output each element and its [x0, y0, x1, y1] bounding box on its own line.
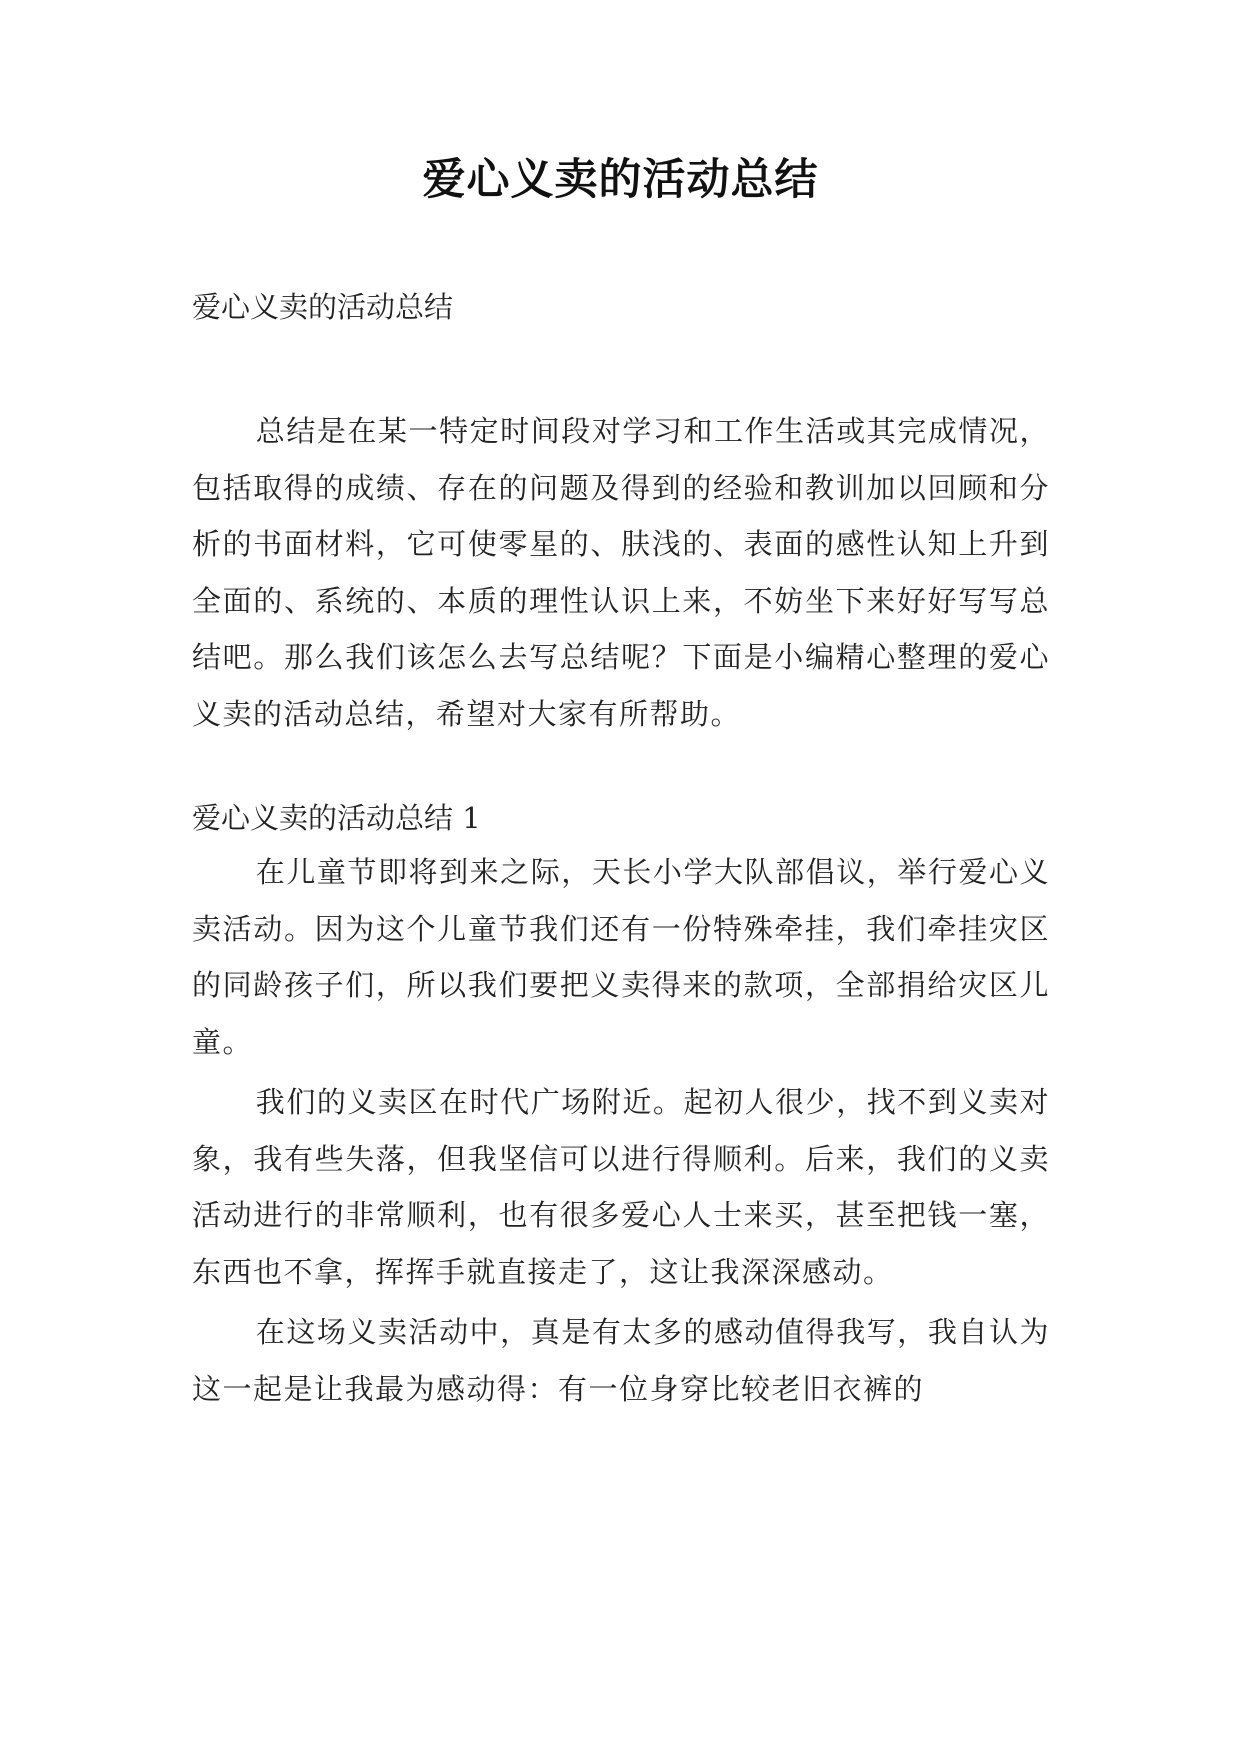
body-paragraph: 在儿童节即将到来之际，天长小学大队部倡议，举行爱心义卖活动。因为这个儿童节我们还有一份特殊牵挂，我们牵挂灾区的同龄孩子们，所以我们要把义卖得来的款项，全部捐给灾区儿童。	[192, 855, 1050, 1059]
document-body	[192, 287, 1050, 1417]
body-paragraph: 我们的义卖区在时代广场附近。起初人很少，找不到义卖对象，我有些失落，但我坚信可以进行得顺利。后来，我们的义卖活动进行的非常顺利，也有很多爱心人士来买，甚至把钱一塞，东西也不拿，挥挥手就直接走了，这让我深深感动。	[192, 1085, 1050, 1289]
spacer	[192, 742, 1050, 796]
document-subtitle: 爱心义卖的活动总结	[192, 290, 454, 324]
intro-paragraph: 总结是在某一特定时间段对学习和工作生活或其完成情况，包括取得的成绩、存在的问题及得到的经验和教训加以回顾和分析的书面材料，它可使零星的、肤浅的、表面的感性认知上升到全面的、系统的、本质的理性认识上来，不妨坐下来好好写写总结吧。那么我们该怎么去写总结呢？下面是小编精心整理的爱心义卖的活动总结，希望对大家有所帮助。	[192, 414, 1050, 731]
section-heading: 爱心义卖的活动总结 1	[192, 801, 481, 835]
document-title: 爱心义卖的活动总结	[422, 155, 819, 205]
body-paragraph: 在这场义卖活动中，真是有太多的感动值得我写，我自认为这一起是让我最为感动得：有一位身穿比较老旧衣裤的	[192, 1315, 1050, 1406]
spacer	[192, 327, 1050, 403]
